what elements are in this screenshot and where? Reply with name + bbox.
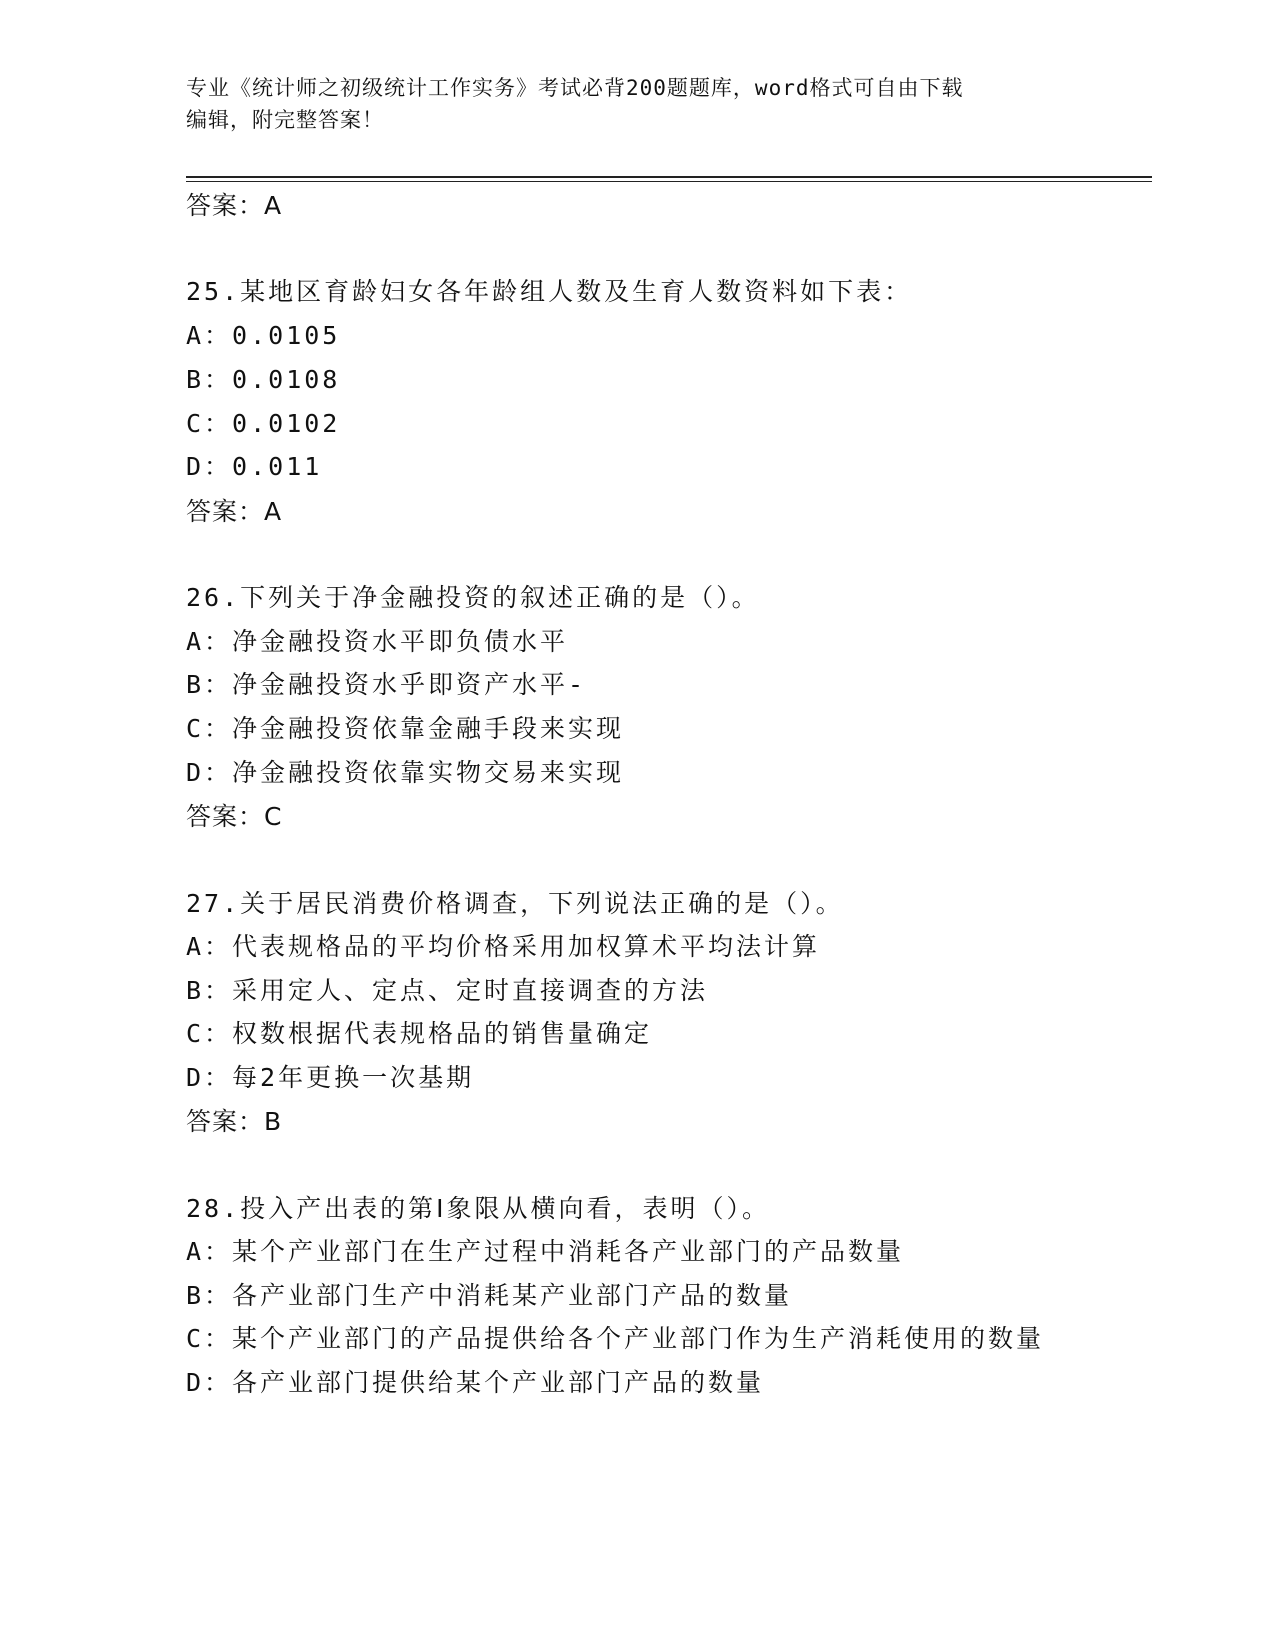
question-stem: 25.某地区育龄妇女各年龄组人数及生育人数资料如下表： — [186, 277, 913, 306]
answer-previous: 答案：A — [186, 191, 283, 220]
option-d: D：0.011 — [186, 452, 323, 481]
header-line-2: 编辑，附完整答案！ — [186, 108, 384, 132]
answer: 答案：C — [186, 802, 283, 831]
header-rule-thick — [186, 176, 1152, 178]
answer: 答案：B — [186, 1107, 283, 1136]
question-stem: 27.关于居民消费价格调查，下列说法正确的是（）。 — [186, 889, 844, 918]
option-b: B：净金融投资水乎即资产水平- — [186, 670, 587, 699]
option-a: A：代表规格品的平均价格采用加权算术平均法计算 — [186, 932, 821, 961]
document-header — [186, 72, 1066, 136]
answer: 答案：A — [186, 497, 283, 526]
option-c: C：净金融投资依靠金融手段来实现 — [186, 714, 625, 743]
option-d: D：净金融投资依靠实物交易来实现 — [186, 758, 625, 787]
option-c: C：0.0102 — [186, 409, 341, 438]
option-a: A：净金融投资水平即负债水平 — [186, 627, 569, 656]
option-d: D：各产业部门提供给某个产业部门产品的数量 — [186, 1368, 765, 1397]
option-d: D：每2年更换一次基期 — [186, 1063, 475, 1092]
header-rule-thin — [186, 181, 1152, 182]
header-line-1: 专业《统计师之初级统计工作实务》考试必背200题题库，word格式可自由下载 — [186, 76, 964, 100]
option-c: C：某个产业部门的产品提供给各个产业部门作为生产消耗使用的数量 — [186, 1324, 1045, 1353]
option-b: B：0.0108 — [186, 365, 341, 394]
option-b: B：采用定人、定点、定时直接调查的方法 — [186, 976, 709, 1005]
option-c: C：权数根据代表规格品的销售量确定 — [186, 1019, 653, 1048]
question-stem: 26.下列关于净金融投资的叙述正确的是（）。 — [186, 583, 760, 612]
option-b: B：各产业部门生产中消耗某产业部门产品的数量 — [186, 1281, 793, 1310]
option-a: A：某个产业部门在生产过程中消耗各产业部门的产品数量 — [186, 1237, 905, 1266]
question-stem: 28.投入产出表的第Ⅰ象限从横向看，表明（）。 — [186, 1194, 771, 1223]
option-a: A：0.0105 — [186, 321, 341, 350]
